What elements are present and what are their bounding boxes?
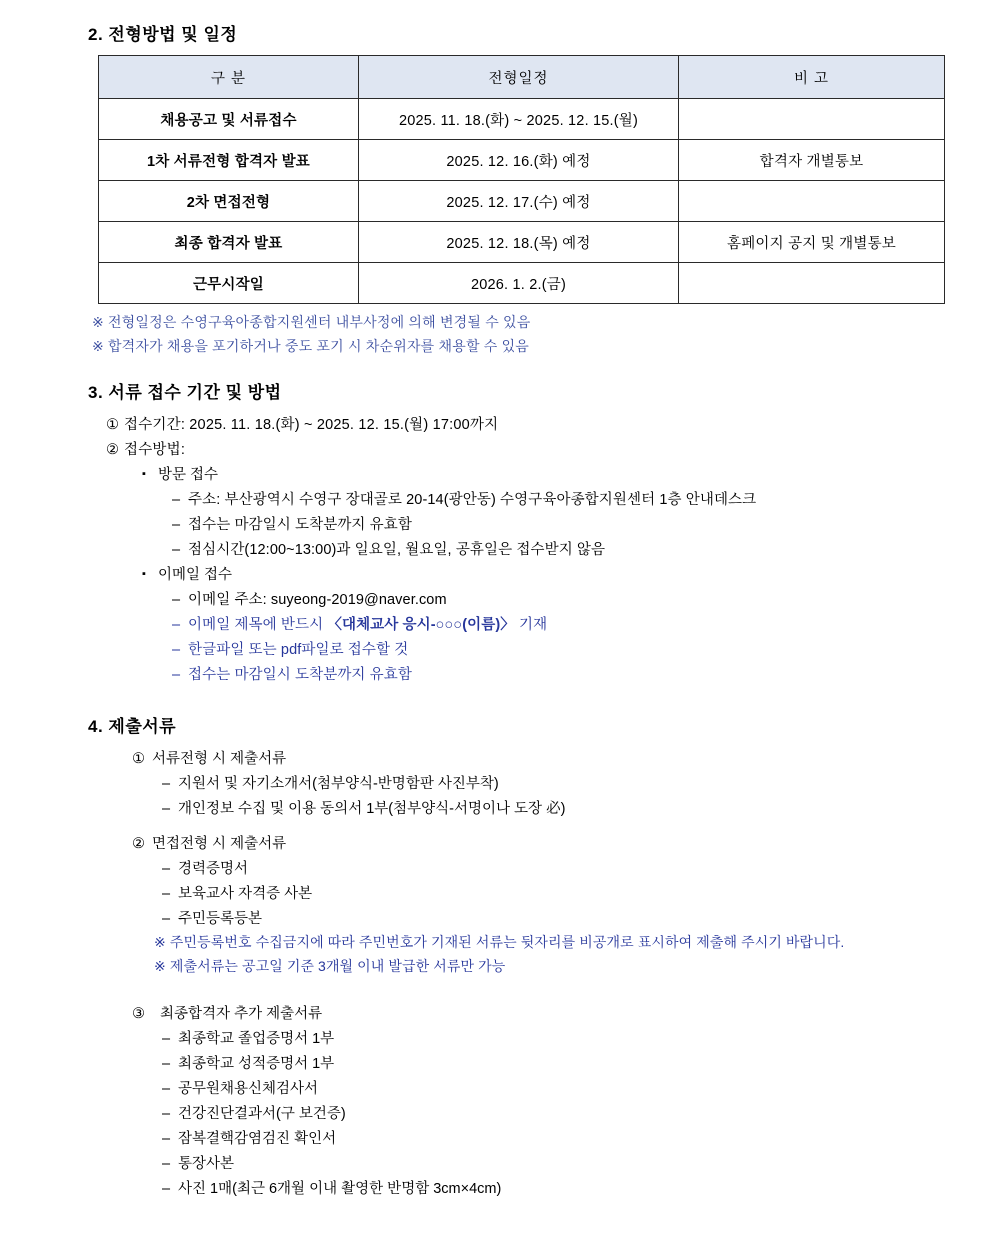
docs-group-3-heading: [132, 1002, 956, 1023]
receipt-period-line: [106, 413, 956, 434]
visit-detail-line: [172, 538, 956, 559]
table-row: [99, 222, 945, 263]
table-header-row: [99, 56, 945, 99]
receipt-method-line: [106, 438, 956, 459]
table-row: [99, 99, 945, 140]
dash-bullet-icon: –: [162, 1056, 171, 1072]
email-subject-suffix: 기재: [514, 617, 548, 633]
list-item-text: 통장사본: [178, 1156, 235, 1172]
list-item-text: 사진 1매(최근 6개월 이내 촬영한 반명함 3cm×4cm): [178, 1181, 502, 1197]
list-item: [162, 797, 956, 818]
note-mark-icon: ※: [92, 314, 104, 330]
list-item-text: 보육교사 자격증 사본: [178, 886, 313, 902]
table-header-cell: 비 고: [679, 56, 945, 99]
docs-group-3-label: 최종합격자 추가 제출서류: [160, 1006, 323, 1022]
list-item-text: 최종학교 성적증명서 1부: [178, 1056, 335, 1072]
visit-receipt-label: 방문 접수: [158, 467, 219, 483]
email-address-text: 이메일 주소: suyeong-2019@naver.com: [188, 592, 447, 608]
table-cell-schedule: 2025. 11. 18.(화) ~ 2025. 12. 15.(월): [359, 99, 679, 140]
list-marker: ①: [106, 417, 120, 433]
docs-group-1-label: 서류전형 시 제출서류: [152, 751, 287, 767]
dash-bullet-icon: –: [172, 542, 181, 558]
spacer: [36, 684, 956, 700]
spacer: [36, 976, 956, 998]
dash-bullet-icon: –: [172, 642, 181, 658]
note-text: 주민등록번호 수집금지에 따라 주민번호가 기재된 서류는 뒷자리를 비공개로 표시하여 제출해 주시기 바랍니다.: [169, 934, 845, 950]
dash-bullet-icon: –: [162, 1081, 171, 1097]
dash-bullet-icon: –: [162, 1181, 171, 1197]
note-line: [92, 312, 956, 332]
list-item-text: 지원서 및 자기소개서(첨부양식-반명함판 사진부착): [178, 776, 499, 792]
schedule-table: [98, 55, 945, 304]
email-receipt-heading: [142, 563, 956, 584]
section-2-title: 2. 전형방법 및 일정: [88, 25, 238, 44]
note-mark-icon: ※: [154, 958, 166, 974]
email-deadline-text: 접수는 마감일시 도착분까지 유효함: [188, 667, 412, 683]
table-header-cell: 전형일정: [359, 56, 679, 99]
docs-group-2-label: 면접전형 시 제출서류: [152, 836, 287, 852]
section-4-title: 4. 제출서류: [88, 717, 177, 736]
list-item: [162, 1027, 956, 1048]
list-item-text: 개인정보 수집 및 이용 동의서 1부(첨부양식-서명이나 도장 必): [178, 801, 566, 817]
list-item: [162, 1077, 956, 1098]
list-marker: ③: [132, 1006, 145, 1022]
docs-group-2-note: [154, 956, 956, 976]
visit-detail-line: [172, 513, 956, 534]
list-item-text: 최종학교 졸업증명서 1부: [178, 1031, 335, 1047]
list-item: [162, 907, 956, 928]
note-mark-icon: ※: [92, 338, 104, 354]
email-subject-prefix: 이메일 제목에 반드시: [188, 617, 328, 633]
spacer: [36, 818, 956, 828]
table-cell-remark: 합격자 개별통보: [679, 140, 945, 181]
list-item: [162, 1052, 956, 1073]
table-cell-category: 최종 합격자 발표: [99, 222, 359, 263]
list-item: [162, 857, 956, 878]
note-text: 합격자가 채용을 포기하거나 중도 포기 시 차순위자를 채용할 수 있음: [107, 338, 530, 354]
dash-bullet-icon: –: [162, 1131, 171, 1147]
dash-bullet-icon: –: [162, 911, 171, 927]
table-cell-category: 채용공고 및 서류접수: [99, 99, 359, 140]
visit-detail-text: 주소: 부산광역시 수영구 장대골로 20-14(광안동) 수영구육아종합지원센터 1층 안내데스크: [188, 492, 757, 508]
list-item-text: 잠복결핵감염검진 확인서: [178, 1131, 337, 1147]
list-marker: ①: [132, 751, 145, 767]
email-subject-line: [172, 613, 956, 634]
list-item: [162, 1127, 956, 1148]
table-cell-category: 1차 서류전형 합격자 발표: [99, 140, 359, 181]
docs-group-1-heading: [132, 747, 956, 768]
note-text: 전형일정은 수영구육아종합지원센터 내부사정에 의해 변경될 수 있음: [107, 314, 531, 330]
table-row: [99, 263, 945, 304]
note-line: [92, 336, 956, 356]
table-row: [99, 181, 945, 222]
square-bullet-icon: ▪: [142, 568, 146, 580]
docs-group-2-note: [154, 932, 956, 952]
list-marker: ②: [132, 836, 145, 852]
table-cell-schedule: 2026. 1. 2.(금): [359, 263, 679, 304]
dash-bullet-icon: –: [162, 861, 171, 877]
dash-bullet-icon: –: [172, 617, 181, 633]
list-item: [162, 1152, 956, 1173]
dash-bullet-icon: –: [162, 1106, 171, 1122]
section-3-title: 3. 서류 접수 기간 및 방법: [88, 383, 282, 402]
email-subject-format: 〈대체교사 응시-○○○(이름)〉: [327, 617, 515, 633]
visit-detail-text: 점심시간(12:00~13:00)과 일요일, 월요일, 공휴일은 접수받지 않음: [188, 542, 606, 558]
visit-detail-text: 접수는 마감일시 도착분까지 유효함: [188, 517, 412, 533]
list-item: [162, 772, 956, 793]
table-cell-remark: 홈페이지 공지 및 개별통보: [679, 222, 945, 263]
note-text: 제출서류는 공고일 기준 3개월 이내 발급한 서류만 가능: [169, 958, 506, 974]
list-item-text: 주민등록등본: [178, 911, 263, 927]
table-cell-remark: [679, 263, 945, 304]
table-cell-schedule: 2025. 12. 16.(화) 예정: [359, 140, 679, 181]
table-cell-remark: [679, 99, 945, 140]
table-row: [99, 140, 945, 181]
email-address-line: [172, 588, 956, 609]
list-item-text: 건강진단결과서(구 보건증): [178, 1106, 346, 1122]
table-cell-category: 근무시작일: [99, 263, 359, 304]
list-marker: ②: [106, 442, 120, 458]
table-cell-category: 2차 면접전형: [99, 181, 359, 222]
email-deadline-line: [172, 663, 956, 684]
dash-bullet-icon: –: [162, 1156, 171, 1172]
dash-bullet-icon: –: [172, 492, 181, 508]
email-receipt-label: 이메일 접수: [158, 567, 233, 583]
dash-bullet-icon: –: [162, 801, 171, 817]
list-item: [162, 1102, 956, 1123]
visit-receipt-heading: [142, 463, 956, 484]
receipt-method-text: 접수방법:: [124, 442, 186, 458]
table-header-cell: 구 분: [99, 56, 359, 99]
dash-bullet-icon: –: [172, 517, 181, 533]
section-2-notes: [92, 312, 956, 356]
list-item: [162, 1177, 956, 1198]
docs-group-2-heading: [132, 832, 956, 853]
dash-bullet-icon: –: [162, 776, 171, 792]
visit-detail-line: [172, 488, 956, 509]
email-filetype-line: [172, 638, 956, 659]
table-cell-remark: [679, 181, 945, 222]
table-cell-schedule: 2025. 12. 18.(목) 예정: [359, 222, 679, 263]
list-item-text: 공무원채용신체검사서: [178, 1081, 319, 1097]
email-filetype-text: 한글파일 또는 pdf파일로 접수할 것: [188, 642, 409, 658]
receipt-period-text: 접수기간: 2025. 11. 18.(화) ~ 2025. 12. 15.(월) 17:00까지: [124, 417, 499, 433]
dash-bullet-icon: –: [172, 667, 181, 683]
list-item-text: 경력증명서: [178, 861, 249, 877]
square-bullet-icon: ▪: [142, 468, 146, 480]
table-cell-schedule: 2025. 12. 17.(수) 예정: [359, 181, 679, 222]
dash-bullet-icon: –: [162, 1031, 171, 1047]
dash-bullet-icon: –: [162, 886, 171, 902]
note-mark-icon: ※: [154, 934, 166, 950]
dash-bullet-icon: –: [172, 592, 181, 608]
list-item: [162, 882, 956, 903]
